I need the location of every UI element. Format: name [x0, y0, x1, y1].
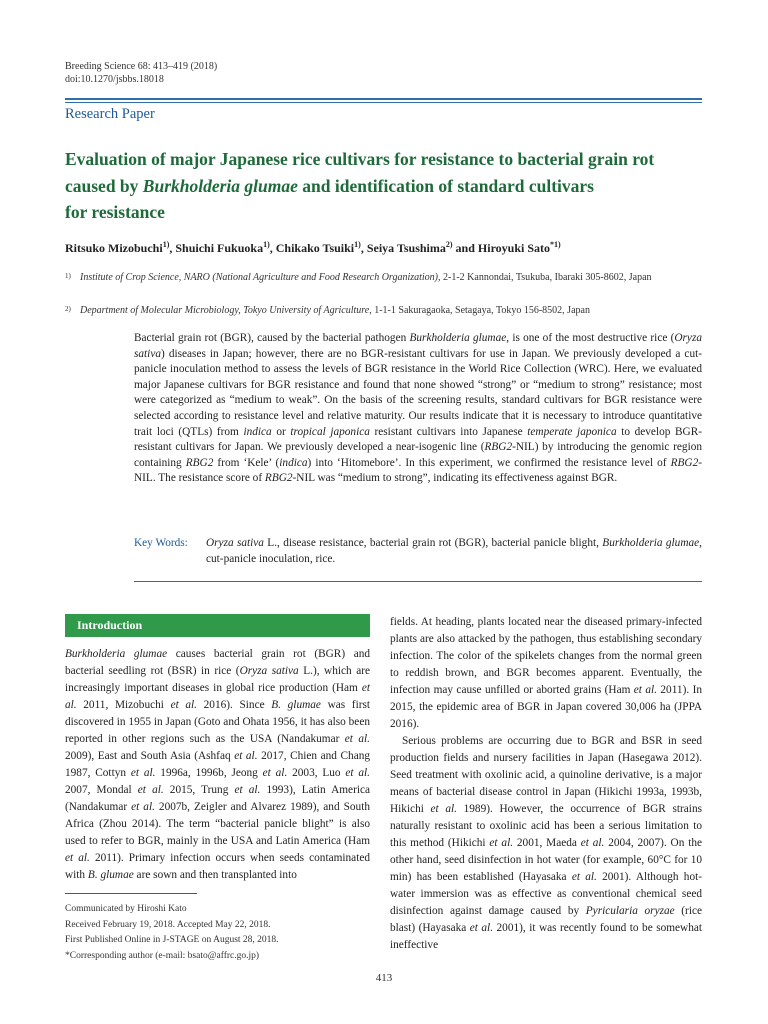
author-name: Chikako Tsuiki: [275, 241, 355, 255]
author-affiliation-mark: 1): [263, 240, 270, 249]
journal-name: Breeding Science 68: 413–419 (2018): [65, 61, 218, 72]
right-column-text: [390, 614, 702, 954]
author-affiliation-mark: 1): [162, 240, 170, 249]
title-line-3: for resistance: [65, 202, 165, 222]
title-line-1: Evaluation of major Japanese rice cultivars for resistance to bacterial grain rot: [65, 149, 655, 169]
introduction-heading-bar: [65, 614, 370, 637]
footnotes: [65, 902, 370, 964]
keywords-label: Key Words:: [134, 537, 188, 549]
title-line-2: caused by Burkholderia glumae and identification of standard cultivars: [65, 175, 594, 196]
intro-paragraph-1: Burkholderia glumae causes bacterial grain rot (BGR) and bacterial seedling rot (BSR) in rice (Oryza sativa L.), which are increasingly important diseases in global rice production (Ham et al. 2011, Mizobuchi et al. 2016). Since B. glumae was first discovered in 1955 in Japan (Goto and Ohata 1956, it has also been reported in other regions such as the USA (Nandakumar et al. 2009), East and South Asia (Ashfaq et al. 2017, Chien and Chang 1987, Cottyn et al. 1996a, 1996b, Jeong et al. 2003, Luo et al. 2007, Mondal et al. 2015, Trung et al. 1993), Latin America (Nandakumar et al. 2007b, Zeigler and Alvarez 1989), and South Africa (Zhou 2014). The term “bacterial panicle blight” is also used to refer to BGR, mainly in the USA and Latin America (Ham et al. 2011). Primary infection occurs when seeds contaminated with B. glumae are sown and then transplanted into: [65, 648, 371, 881]
left-column-text: [65, 646, 370, 884]
doi: doi:10.1270/jsbbs.18018: [65, 74, 164, 85]
footnote-corresponding: *Corresponding author (e-mail: bsato@affrc.go.jp): [65, 950, 260, 961]
author-affiliation-mark: *1): [550, 240, 561, 249]
author-affiliation-mark: 2): [445, 240, 453, 249]
header-rule-thick: [65, 98, 702, 100]
footnote-rule: [65, 893, 197, 894]
footnote-received: Received February 19, 2018. Accepted May 22, 2018.: [65, 919, 271, 930]
keywords-text: Oryza sativa L., disease resistance, bacterial grain rot (BGR), bacterial panicle blight, Burkholderia glumae, cut-panicle inoculation, rice.: [206, 537, 702, 565]
footnote-published: First Published Online in J-STAGE on August 28, 2018.: [65, 935, 279, 945]
footnote-communicated: Communicated by Hiroshi Kato: [65, 904, 187, 914]
paper-title: [65, 146, 705, 226]
author-name: Hiroyuki Sato: [477, 241, 551, 255]
intro-paragraph-2: Serious problems are occurring due to BGR and BSR in seed production fields and nursery facilities in Japan (Hasegawa 2012). Seed treatment with oxolinic acid, a quinoline derivative, is a major means of bacterial disease control in Japan (Hikichi 1993a, 1993b, Hikichi et al. 1989). However, the occurrence of BGR strains naturally resistant to oxolinic acid has been a serious limitation to this method (Hikichi et al. 2001, Maeda et al. 2004, 2007). On the other hand, seed disinfection in hot water (for example, 60°C for 10 min) has been established (Hayasaka et al. 2001). Although hot-water immersion was as effective as conventional chemical seed disinfection against damage caused by Pyricularia oryzae (rice blast) (Hayasaka et al. 2001), it was recently found to be somewhat ineffective: [390, 735, 703, 951]
keywords-rule: [134, 581, 702, 582]
author-name: Ritsuko Mizobuchi: [65, 241, 163, 255]
section-label: Research Paper: [65, 106, 155, 122]
author-affiliation-mark: 1): [354, 240, 361, 249]
header-rule-thin: [65, 102, 702, 103]
journal-citation: [65, 60, 217, 86]
keywords: [134, 536, 702, 567]
intro-paragraph-1-cont: fields. At heading, plants located near the diseased primary-infected plants are also attacked by the pathogen, thus establishing secondary infection. The color of the spikelets changes from the normal green to reddish brown, and BGR becomes apparent. Eventually, the infection may cause unfilled or aborted grains (Ham et al. 2011). In 2015, the epidemic area of BGR in Japan covered 30,006 ha (JPPA 2016).: [390, 616, 702, 730]
introduction-heading: Introduction: [77, 618, 143, 632]
abstract: Bacterial grain rot (BGR), caused by the bacterial pathogen Burkholderia glumae, is one of the most destructive rice (Oryza sativa) diseases in Japan; however, there are no BGR-resistant cultivars for use in Japan. We previously developed a cut-panicle inoculation method to assess the levels of BGR resistance in the World Rice Collection (WRC). Here, we evaluated major Japanese cultivars for BGR resistance and found that none showed “strong” or “medium to strong” resistance; most were categorized as “medium to weak”. On the basis of the screening results, standard cultivars for BGR resistance were selected according to resistance level and relative maturity. Our results indicate that it is necessary to introduce quantitative trait loci (QTLs) from indica or tropical japonica resistant cultivars into Japanese temperate japonica to develop BGR-resistant cultivars for Japan. We previously developed a near-isogenic line (RBG2-NIL) by introducing the genomic region containing RBG2 from ‘Kele’ (indica) into ‘Hitomebore’. In this experiment, we confirmed the resistance level of RBG2-NIL. The resistance score of RBG2-NIL was “medium to strong”, indicating its effectiveness against BGR.: [134, 332, 702, 485]
author-name: Seiya Tsushima: [366, 241, 446, 255]
page-number: 413: [375, 972, 393, 984]
affiliation-1: 1) Institute of Crop Science, NARO (National Agriculture and Food Research Organization), 2-1-2 Kannondai, Tsukuba, Ibaraki 305-8602, Japan: [65, 272, 652, 283]
author-name: Shuichi Fukuoka: [175, 241, 264, 255]
author-list: Ritsuko Mizobuchi$^{1)}$, Shuichi Fukuoka$^{1)}$, Chikako Tsuiki$^{1)}$, Seiya Tsushima$^{2)}$ and Hiroyuki Sato$^{*1)}$: [65, 240, 561, 255]
affiliation-2: 2) Department of Molecular Microbiology, Tokyo University of Agriculture, 1-1-1 Sakuragaoka, Setagaya, Tokyo 156-8502, Japan: [65, 305, 590, 316]
title-species: Burkholderia glumae: [142, 175, 298, 196]
